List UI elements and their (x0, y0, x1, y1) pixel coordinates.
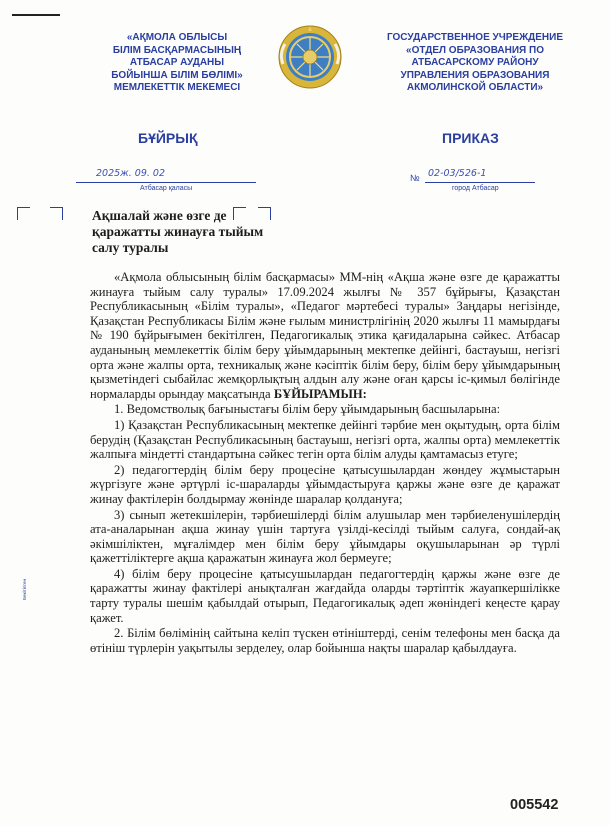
header-left-line: АТБАСАР АУДАНЫ (129, 57, 225, 68)
header-right-line: УПРАВЛЕНИЯ ОБРАЗОВАНИЯ (400, 69, 550, 81)
header-left-line: МЕМЛЕКЕТТІК МЕКЕМЕСІ (113, 82, 241, 93)
document-title: Ақшалай және өзге де қаражатты жинауға тыйым салу туралы (92, 208, 264, 255)
order-word: БҰЙЫРАМЫН: (273, 386, 367, 401)
document-body (90, 270, 560, 656)
header-right-line: ГОСУДАРСТВЕННОЕ УЧРЕЖДЕНИЕ (386, 32, 564, 43)
title-bracket (50, 207, 63, 220)
item-1: 1. Ведомстволық бағыныстағы білім беру ұйымдарының басшыларына: (114, 402, 501, 417)
date-underline (76, 182, 256, 183)
number-underline (425, 182, 535, 183)
header-left-line: БОЙЫНША БІЛІМ БӨЛІМІ» (111, 69, 243, 81)
header-right-russian (380, 32, 570, 95)
side-stamp-text: Бекітілген (22, 578, 27, 600)
header-right-line: АТБАСАРСКОМУ РАЙОНУ (411, 57, 539, 68)
serial-number: 005542 (510, 797, 559, 813)
item-1-4: 4) білім беру процесіне қатысушылардан педагогтердің қаржы және өзге де қаражатты жинау фактілері анықталған жағдайда оларды тәртіптік жауапкершілікке тарту туралы шешім қабылдай отырып, Педагогикалық әдеп жөніндегі кеңесте қарау қажет. (90, 566, 560, 625)
number-handwritten: 02-03/526-1 (428, 168, 487, 179)
place-russian: город Атбасар (452, 185, 499, 192)
doc-type-kazakh: БҰЙРЫҚ (138, 130, 198, 146)
item-1-2: 2) педагогтердің білім беру процесіне қатысушылардан жөндеу жұмыстарын жүргізуге және әртүрлі іс-шараларды ұйымдастыруға қаржы және өзге де қаражат жинау фактілерін болдырмау жөнінде шаралар қолдануға; (90, 462, 560, 506)
corner-mark (12, 14, 60, 16)
preamble-paragraph (90, 270, 560, 401)
state-emblem-icon (277, 24, 343, 90)
header-right-line: «ОТДЕЛ ОБРАЗОВАНИЯ ПО (406, 44, 544, 56)
item-1-3: 3) сынып жетекшілерін, тәрбиешілерді білім алушылар мен тәрбиеленушілердің ата-аналарынан ақша жинау үшін тартуға үзілді-кесілді тыйым салуға, сондай-ақ әкімшіліктен, мұғалімдер мен білім беру ұйымдары оқушыларынан әр түрлі қажеттіліктерге ақша қаражатын жинауға жол бермеуге; (90, 507, 560, 566)
side-stamp-note (22, 260, 78, 600)
header-left-line: БІЛІМ БАСҚАРМАСЫНЫҢ (112, 44, 242, 56)
number-label: № (410, 173, 420, 183)
doc-type-russian: ПРИКАЗ (442, 130, 499, 146)
header-left-kazakh (92, 32, 262, 95)
date-handwritten: 2025ж. 09. 02 (96, 168, 165, 179)
title-bracket (17, 207, 30, 220)
header-right-line: АКМОЛИНСКОЙ ОБЛАСТИ» (406, 82, 544, 93)
preamble-text: «Ақмола облысының білім басқармасы» ММ-нің «Ақша және өзге де қаражатты жинауға тыйым салу туралы» 17.09.2024 жылғы № 357 бұйрығы, Қазақстан Республикасының «Білім туралы», «Педагог мәртебесі туралы» Заңдары негізінде, Қазақстан Республикасы Білім және ғылым министрлігінің 2020 жылғы 11 мамырдағы № 190 бұйрығымен бекітілген, Педагогикалық этика қағидаларына сәйкес. Атбасар ауданының мемлекеттік білім беру ұйымдарының мектепке дейінгі, бастауыш, негізгі орта және жалпы орта, техникалық және кәсіптік білім беру, білім беру ұйымдарының қызметіндегі сыбайлас жемқорлықтың алдын алу және оған қарсы іс-қимыл бөлігінде нормаларды орындау мақсатында (90, 270, 560, 401)
item-2: 2. Білім бөлімінің сайтына келіп түскен өтініштерді, сенім телефоны мен басқа да өтініш түрлерін уақытылы зерделеу, олар бойынша нақты шаралар қабылдауға. (90, 626, 560, 655)
place-kazakh: Атбасар қаласы (140, 185, 193, 192)
item-1-1: 1) Қазақстан Республикасының мектепке дейінгі тәрбие мен оқытудың, орта білім берудің (Қазақстан Республикасының бастауыш, негізгі орта, жалпы орта) мемлекеттік жалпыға міндетті стандартына сәйкес тегін орта білім алуды қамтамасыз етуге; (90, 417, 560, 462)
header-left-line: «АҚМОЛА ОБЛЫСЫ (126, 32, 228, 43)
